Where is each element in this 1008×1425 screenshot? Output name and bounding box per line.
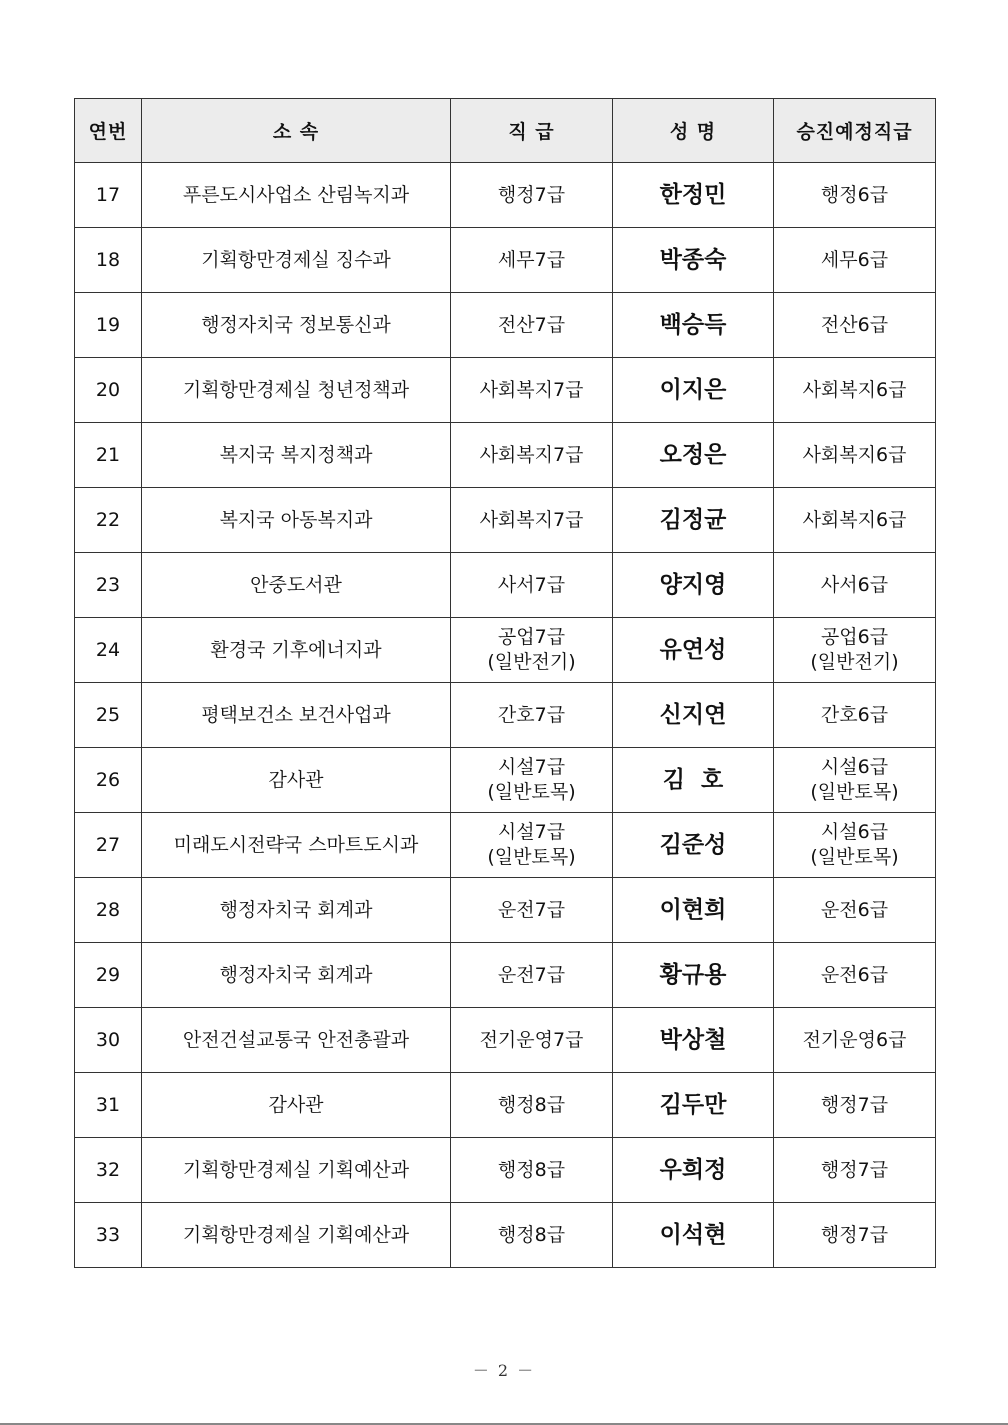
cell-promo — [774, 553, 936, 618]
cell-promo-line1: 공업6급 — [820, 626, 889, 648]
cell-no: 27 — [75, 813, 142, 878]
cell-dept: 기획항만경제실 징수과 — [142, 228, 451, 293]
table-row — [75, 878, 936, 943]
header-grade: 직 급 — [451, 99, 613, 163]
cell-name: 유연성 — [613, 618, 774, 683]
cell-grade-line1: 간호7급 — [497, 703, 566, 726]
cell-promo-line1: 전기운영6급 — [802, 1028, 907, 1051]
cell-name: 김 호 — [613, 748, 774, 813]
cell-name: 백승득 — [613, 293, 774, 358]
cell-no: 25 — [75, 683, 142, 748]
cell-no: 17 — [75, 163, 142, 228]
cell-grade-line1: 공업7급 — [497, 626, 566, 648]
cell-grade — [451, 1008, 613, 1073]
cell-dept: 미래도시전략국 스마트도시과 — [142, 813, 451, 878]
cell-promo-line1: 사회복지6급 — [802, 378, 907, 401]
cell-dept: 행정자치국 정보통신과 — [142, 293, 451, 358]
cell-promo-line1: 사서6급 — [820, 573, 889, 596]
cell-grade-line2: (일반토목) — [487, 781, 576, 803]
cell-grade — [451, 943, 613, 1008]
cell-dept: 평택보건소 보건사업과 — [142, 683, 451, 748]
cell-grade — [451, 553, 613, 618]
cell-name: 이현희 — [613, 878, 774, 943]
cell-promo-line1: 간호6급 — [820, 703, 889, 726]
cell-promo-line2: (일반토목) — [810, 781, 899, 803]
table-row — [75, 293, 936, 358]
cell-dept: 감사관 — [142, 748, 451, 813]
cell-no: 33 — [75, 1203, 142, 1268]
table-row — [75, 1008, 936, 1073]
cell-dept: 복지국 아동복지과 — [142, 488, 451, 553]
cell-name: 박종숙 — [613, 228, 774, 293]
cell-name: 황규용 — [613, 943, 774, 1008]
cell-name: 한정민 — [613, 163, 774, 228]
cell-dept: 푸른도시사업소 산림녹지과 — [142, 163, 451, 228]
cell-grade-line1: 사회복지7급 — [479, 443, 584, 466]
cell-grade — [451, 813, 613, 878]
cell-name: 우희정 — [613, 1138, 774, 1203]
cell-promo — [774, 358, 936, 423]
cell-promo-line1: 사회복지6급 — [802, 508, 907, 531]
cell-promo — [774, 813, 936, 878]
cell-grade-line1: 행정7급 — [497, 183, 566, 206]
cell-promo — [774, 163, 936, 228]
cell-grade — [451, 423, 613, 488]
table-row — [75, 683, 936, 748]
table-row — [75, 228, 936, 293]
cell-dept: 기획항만경제실 기획예산과 — [142, 1138, 451, 1203]
cell-dept: 감사관 — [142, 1073, 451, 1138]
cell-grade — [451, 748, 613, 813]
cell-name: 김두만 — [613, 1073, 774, 1138]
table-row — [75, 163, 936, 228]
cell-dept: 안중도서관 — [142, 553, 451, 618]
cell-no: 29 — [75, 943, 142, 1008]
cell-name: 오정은 — [613, 423, 774, 488]
cell-name: 박상철 — [613, 1008, 774, 1073]
table-body — [75, 163, 936, 1268]
cell-grade — [451, 618, 613, 683]
cell-grade-line1: 사회복지7급 — [479, 378, 584, 401]
table-row — [75, 423, 936, 488]
cell-name: 김준성 — [613, 813, 774, 878]
table-row — [75, 1138, 936, 1203]
cell-name: 이지은 — [613, 358, 774, 423]
cell-no: 21 — [75, 423, 142, 488]
cell-name: 양지영 — [613, 553, 774, 618]
cell-promo-line1: 운전6급 — [820, 898, 889, 921]
header-dept: 소 속 — [142, 99, 451, 163]
cell-grade-line1: 세무7급 — [497, 248, 566, 271]
header-promo: 승진예정직급 — [774, 99, 936, 163]
cell-grade-line1: 행정8급 — [497, 1093, 566, 1116]
cell-dept: 기획항만경제실 기획예산과 — [142, 1203, 451, 1268]
table-row — [75, 358, 936, 423]
table-row — [75, 553, 936, 618]
cell-grade — [451, 228, 613, 293]
cell-no: 30 — [75, 1008, 142, 1073]
cell-name: 이석현 — [613, 1203, 774, 1268]
cell-no: 19 — [75, 293, 142, 358]
cell-grade — [451, 1073, 613, 1138]
cell-promo — [774, 748, 936, 813]
cell-grade-line1: 행정8급 — [497, 1158, 566, 1181]
cell-grade — [451, 293, 613, 358]
cell-promo — [774, 293, 936, 358]
cell-promo-line1: 행정7급 — [820, 1158, 889, 1181]
table-row — [75, 618, 936, 683]
cell-grade — [451, 878, 613, 943]
cell-no: 31 — [75, 1073, 142, 1138]
cell-grade — [451, 488, 613, 553]
cell-grade — [451, 1138, 613, 1203]
cell-grade-line1: 시설7급 — [497, 821, 566, 843]
cell-promo-line1: 시설6급 — [820, 756, 889, 778]
cell-no: 23 — [75, 553, 142, 618]
cell-grade-line1: 운전7급 — [497, 898, 566, 921]
header-no: 연번 — [75, 99, 142, 163]
cell-grade-line1: 운전7급 — [497, 963, 566, 986]
table-row — [75, 748, 936, 813]
page-number: － 2 － — [472, 1361, 536, 1380]
cell-promo — [774, 943, 936, 1008]
cell-dept: 환경국 기후에너지과 — [142, 618, 451, 683]
table-row — [75, 488, 936, 553]
cell-grade — [451, 358, 613, 423]
cell-dept: 행정자치국 회계과 — [142, 943, 451, 1008]
cell-grade-line1: 사서7급 — [497, 573, 566, 596]
cell-promo-line1: 행정7급 — [820, 1223, 889, 1246]
cell-grade-line1: 사회복지7급 — [479, 508, 584, 531]
cell-dept: 행정자치국 회계과 — [142, 878, 451, 943]
cell-promo-line1: 사회복지6급 — [802, 443, 907, 466]
cell-no: 20 — [75, 358, 142, 423]
cell-grade-line2: (일반토목) — [487, 846, 576, 868]
table-header-row — [75, 99, 936, 163]
cell-dept: 안전건설교통국 안전총괄과 — [142, 1008, 451, 1073]
cell-grade-line1: 행정8급 — [497, 1223, 566, 1246]
cell-promo-line1: 전산6급 — [820, 313, 889, 336]
cell-promo-line2: (일반토목) — [810, 846, 899, 868]
table-row — [75, 943, 936, 1008]
cell-promo — [774, 228, 936, 293]
cell-dept: 기획항만경제실 청년정책과 — [142, 358, 451, 423]
cell-no: 28 — [75, 878, 142, 943]
cell-name: 김정균 — [613, 488, 774, 553]
cell-no: 18 — [75, 228, 142, 293]
cell-grade-line1: 전기운영7급 — [479, 1028, 584, 1051]
cell-promo — [774, 1138, 936, 1203]
cell-no: 32 — [75, 1138, 142, 1203]
cell-grade — [451, 683, 613, 748]
cell-promo-line1: 세무6급 — [820, 248, 889, 271]
cell-promo — [774, 1008, 936, 1073]
cell-no: 26 — [75, 748, 142, 813]
cell-promo — [774, 1073, 936, 1138]
cell-promo — [774, 618, 936, 683]
cell-promo-line1: 시설6급 — [820, 821, 889, 843]
cell-promo — [774, 683, 936, 748]
table-row — [75, 1203, 936, 1268]
promotion-table — [74, 98, 936, 1268]
cell-grade — [451, 1203, 613, 1268]
cell-grade — [451, 163, 613, 228]
cell-no: 24 — [75, 618, 142, 683]
cell-grade-line1: 시설7급 — [497, 756, 566, 778]
cell-promo — [774, 423, 936, 488]
cell-promo-line1: 행정7급 — [820, 1093, 889, 1116]
cell-no: 22 — [75, 488, 142, 553]
cell-dept: 복지국 복지정책과 — [142, 423, 451, 488]
table-row — [75, 813, 936, 878]
cell-name: 신지연 — [613, 683, 774, 748]
table-row — [75, 1073, 936, 1138]
cell-promo — [774, 878, 936, 943]
cell-promo-line1: 행정6급 — [820, 183, 889, 206]
cell-promo-line2: (일반전기) — [810, 651, 899, 673]
cell-grade-line2: (일반전기) — [487, 651, 576, 673]
header-name: 성 명 — [613, 99, 774, 163]
cell-grade-line1: 전산7급 — [497, 313, 566, 336]
cell-promo — [774, 488, 936, 553]
cell-promo — [774, 1203, 936, 1268]
cell-promo-line1: 운전6급 — [820, 963, 889, 986]
